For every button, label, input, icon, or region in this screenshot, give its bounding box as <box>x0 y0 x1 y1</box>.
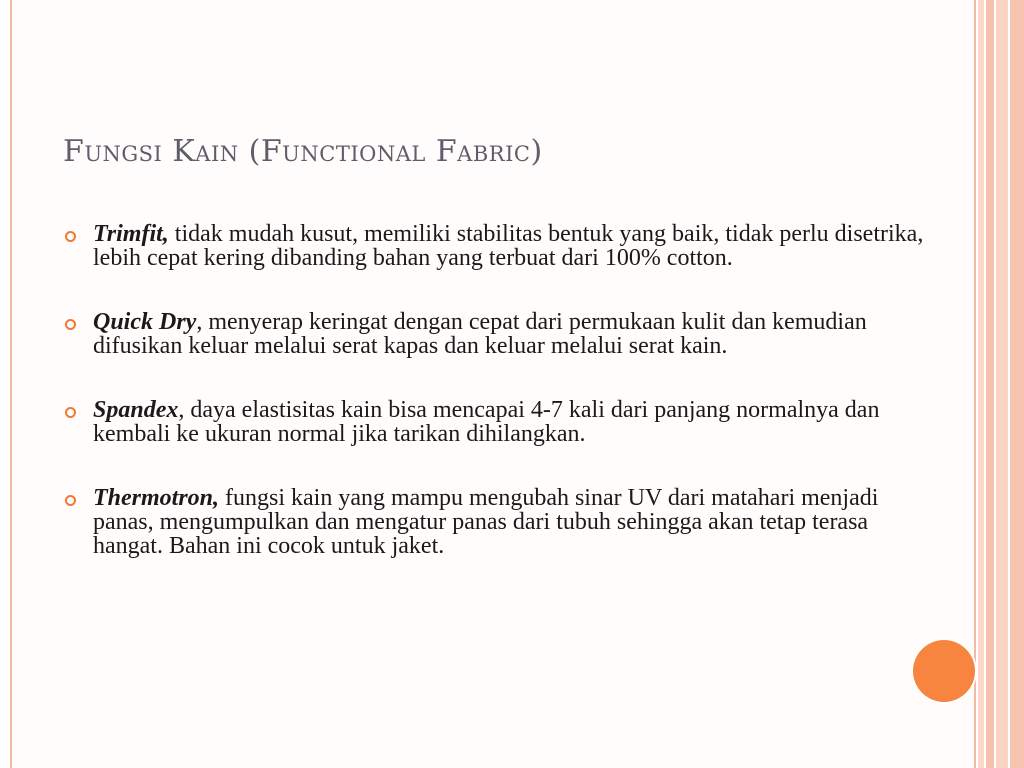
bullet-list <box>63 222 943 598</box>
bullet-item-spandex <box>63 398 943 446</box>
slide-title: Fungsi Kain (Functional Fabric) <box>63 134 543 169</box>
decorative-stripe <box>1010 0 1024 768</box>
bullet-separator: , <box>178 397 185 423</box>
bullet-text: fungsi kain yang mampu mengubah sinar UV dari matahari menjadi panas, mengumpulkan dan mengatur panas dari tubuh sehingga akan tetap terasa hangat. Bahan ini cocok untuk jaket. <box>93 485 879 559</box>
bullet-ring-icon <box>65 407 76 418</box>
decorative-stripe <box>996 0 1008 768</box>
decorative-stripe <box>986 0 994 768</box>
bullet-separator: , <box>162 221 169 247</box>
bullet-text: menyerap keringat dengan cepat dari permukaan kulit dan kemudian difusikan keluar melalui serat kapas dan keluar melalui serat kain. <box>93 309 867 359</box>
bullet-separator: , <box>213 485 220 511</box>
bullet-term: Thermotron <box>93 485 214 511</box>
bullet-item-trimfit <box>63 222 943 270</box>
bullet-ring-icon <box>65 495 76 506</box>
bullet-item-quick-dry <box>63 310 943 358</box>
bullet-text: daya elastisitas kain bisa mencapai 4-7 kali dari panjang normalnya dan kembali ke ukuran normal jika tarikan dihilangkan. <box>93 397 880 447</box>
bullet-text: tidak mudah kusut, memiliki stabilitas bentuk yang baik, tidak perlu disetrika, lebih cepat kering dibanding bahan yang terbuat dari 100% cotton. <box>93 221 924 271</box>
bullet-ring-icon <box>65 319 76 330</box>
accent-circle <box>913 640 975 702</box>
decorative-stripe <box>978 0 984 768</box>
bullet-term: Quick Dry <box>93 309 197 335</box>
bullet-ring-icon <box>65 231 76 242</box>
bullet-term: Trimfit <box>93 221 163 247</box>
bullet-item-thermotron <box>63 486 943 558</box>
bullet-term: Spandex <box>93 397 179 423</box>
bullet-separator: , <box>196 309 203 335</box>
